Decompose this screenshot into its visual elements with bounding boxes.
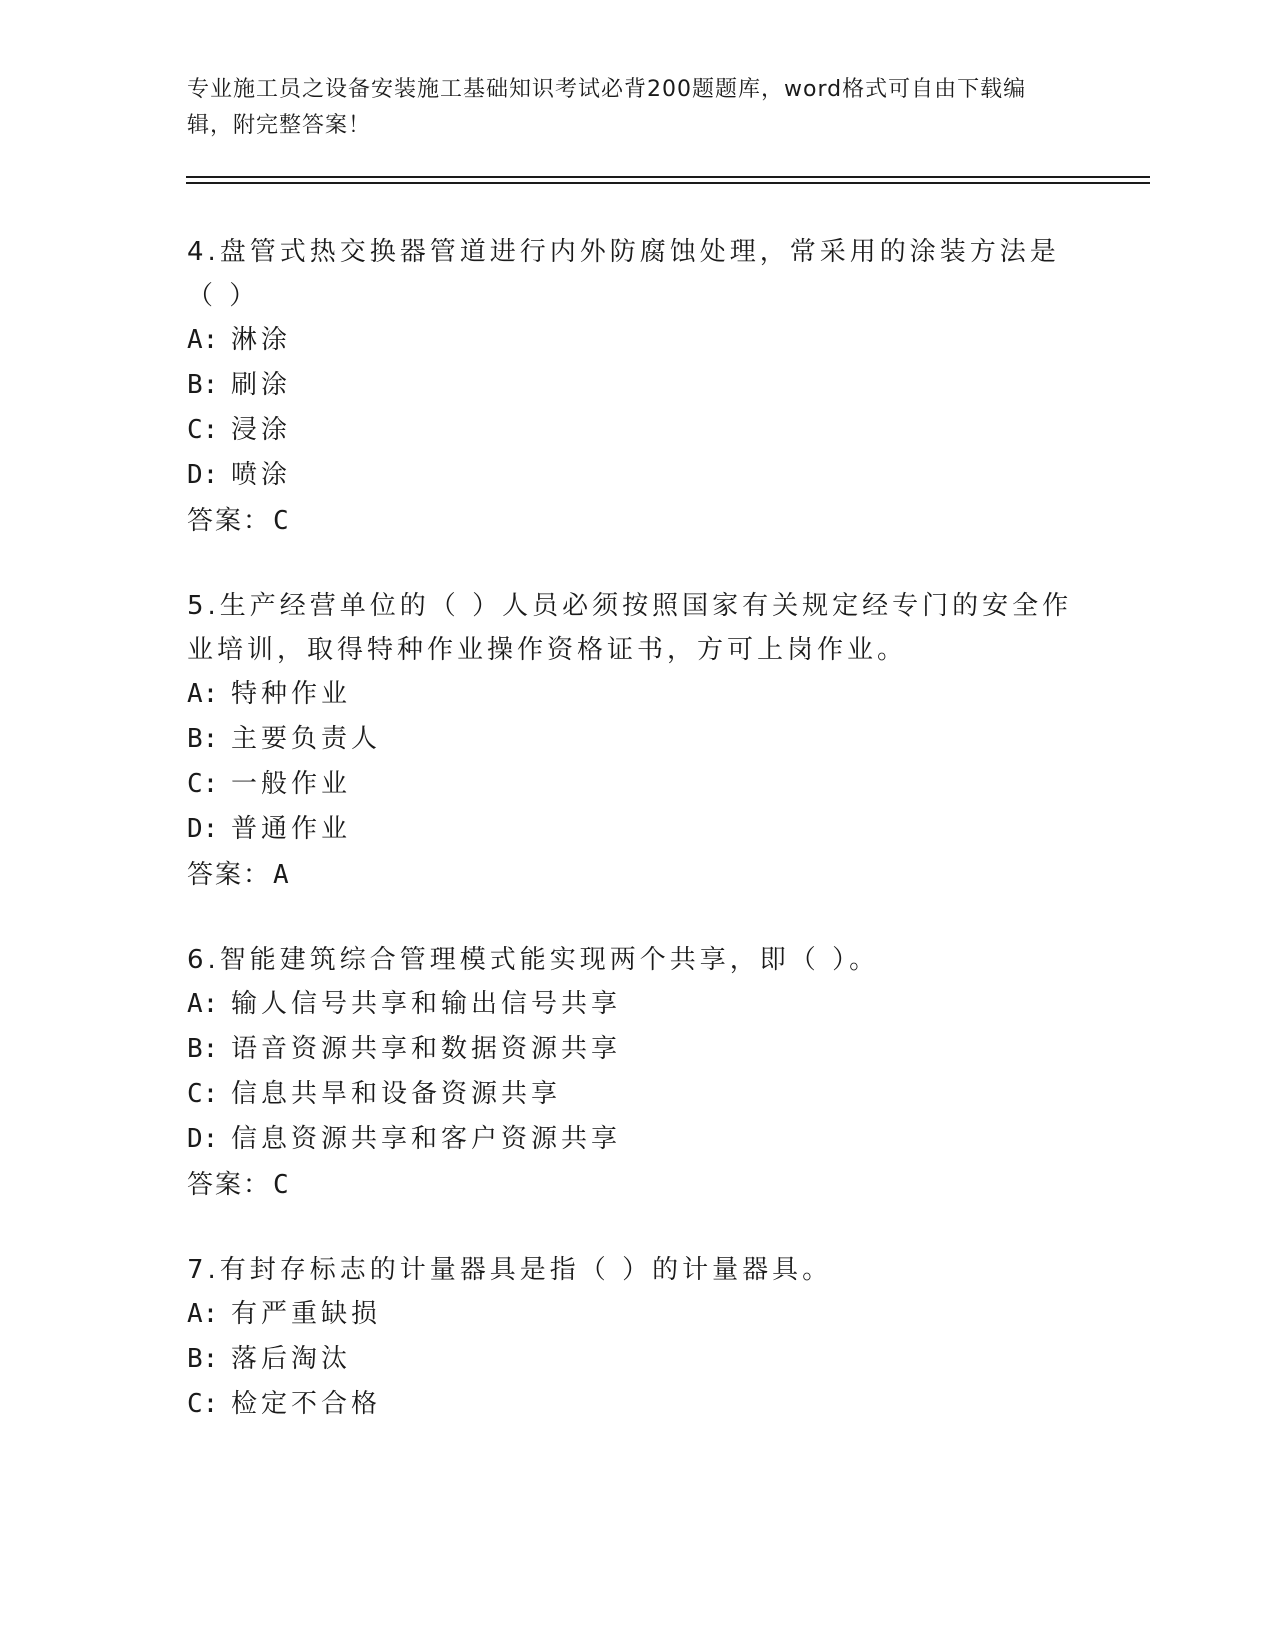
option-text: 信息共旱和设备资源共享	[231, 1079, 562, 1109]
option-a	[187, 672, 1087, 717]
option-c	[187, 1382, 1087, 1427]
option-list	[187, 982, 1087, 1162]
option-letter: C:	[187, 415, 219, 445]
question-text: 7.有封存标志的计量器具是指（ ）的计量器具。	[187, 1255, 833, 1285]
answer-value: C	[273, 506, 289, 536]
option-text: 主要负责人	[231, 724, 382, 754]
option-letter: A:	[187, 679, 219, 709]
option-text: 检定不合格	[231, 1389, 382, 1419]
option-b	[187, 1337, 1087, 1382]
option-letter: B:	[187, 1034, 219, 1064]
option-a	[187, 982, 1087, 1027]
question-5	[187, 584, 1087, 898]
option-letter: C:	[187, 1389, 219, 1419]
option-text: 淋涂	[231, 325, 292, 355]
option-text: 输人信号共享和输出信号共享	[231, 989, 622, 1019]
question-6	[187, 938, 1087, 1208]
option-letter: D:	[187, 814, 219, 844]
question-7	[187, 1248, 1087, 1427]
option-a	[187, 1292, 1087, 1337]
option-letter: D:	[187, 460, 219, 490]
option-list	[187, 318, 1087, 498]
answer-line	[187, 852, 1087, 898]
option-letter: B:	[187, 724, 219, 754]
header-divider-top	[186, 176, 1150, 178]
answer-label: 答案：	[187, 860, 272, 890]
answer-value: C	[273, 1170, 289, 1200]
option-letter: A:	[187, 989, 219, 1019]
option-b	[187, 363, 1087, 408]
question-text: 5.生产经营单位的（ ）人员必须按照国家有关规定经专门的安全作业培训，取得特种作业操作资格证书，方可上岗作业。	[187, 591, 1073, 665]
option-letter: B:	[187, 1344, 219, 1374]
option-text: 信息资源共享和客户资源共享	[231, 1124, 622, 1154]
option-letter: D:	[187, 1124, 219, 1154]
question-4	[187, 230, 1087, 544]
option-a	[187, 318, 1087, 363]
option-b	[187, 1027, 1087, 1072]
option-letter: C:	[187, 1079, 219, 1109]
option-d	[187, 1117, 1087, 1162]
option-c	[187, 1072, 1087, 1117]
header-divider-bottom	[186, 182, 1150, 184]
answer-label: 答案：	[187, 1170, 272, 1200]
option-text: 落后淘汰	[231, 1344, 352, 1374]
answer-line	[187, 498, 1087, 544]
option-list	[187, 1292, 1087, 1427]
question-text: 4.盘管式热交换器管道进行内外防腐蚀处理，常采用的涂装方法是（ ）	[187, 237, 1060, 311]
option-c	[187, 762, 1087, 807]
option-text: 浸涂	[231, 415, 292, 445]
option-c	[187, 408, 1087, 453]
option-text: 刷涂	[231, 370, 292, 400]
answer-value: A	[273, 860, 289, 890]
option-letter: A:	[187, 325, 219, 355]
option-text: 有严重缺损	[231, 1299, 382, 1329]
option-letter: C:	[187, 769, 219, 799]
option-letter: B:	[187, 370, 219, 400]
option-text: 语音资源共享和数据资源共享	[231, 1034, 622, 1064]
option-b	[187, 717, 1087, 762]
document-title: 专业施工员之设备安装施工基础知识考试必背200题题库，word格式可自由下载编辑，附完整答案！	[187, 77, 1027, 138]
answer-line	[187, 1162, 1087, 1208]
option-text: 一般作业	[231, 769, 352, 799]
option-letter: A:	[187, 1299, 219, 1329]
option-text: 普通作业	[231, 814, 352, 844]
answer-label: 答案：	[187, 506, 272, 536]
question-text: 6.智能建筑综合管理模式能实现两个共享，即（ ）。	[187, 945, 880, 975]
option-text: 特种作业	[231, 679, 352, 709]
question-list	[187, 230, 1087, 1467]
option-d	[187, 807, 1087, 852]
option-d	[187, 453, 1087, 498]
option-list	[187, 672, 1087, 852]
option-text: 喷涂	[231, 460, 292, 490]
